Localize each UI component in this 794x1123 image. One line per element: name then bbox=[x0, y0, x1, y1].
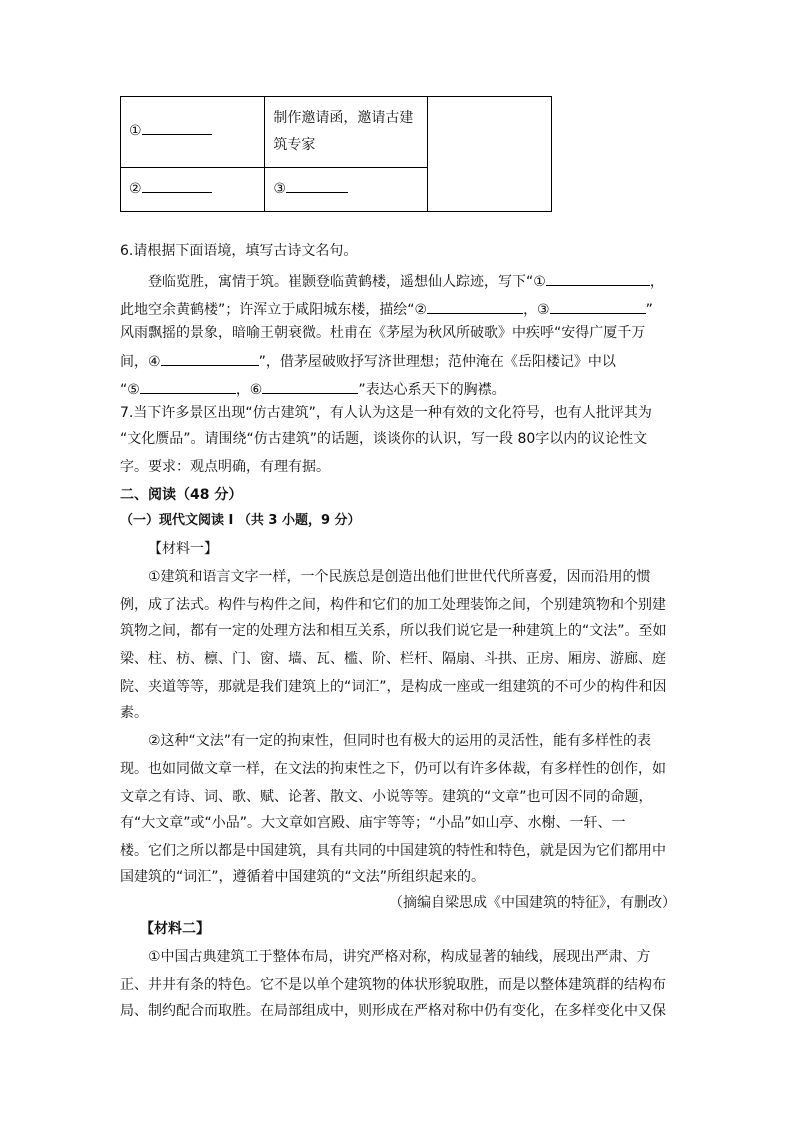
text: ， bbox=[649, 274, 664, 290]
table-cell bbox=[121, 97, 265, 168]
text: ”表达心系天下的胸襟。 bbox=[358, 382, 506, 398]
text: ，⑥ bbox=[235, 382, 263, 398]
paragraph-line: 例，成了法式。构件与构件之间，构件和它们的加工处理装饰之间，个别建筑物和个别建 bbox=[120, 597, 666, 613]
blank-label: ① bbox=[129, 123, 142, 140]
text: ” bbox=[645, 302, 653, 318]
paragraph-line: 国建筑的“词汇”，遵循着中国建筑的“文法”所组织起来的。 bbox=[120, 869, 486, 885]
text: ，③ bbox=[523, 302, 550, 318]
text: ”，借茅屋破败抒写济世理想；范仲淹在《岳阳楼记》中以 bbox=[258, 354, 616, 370]
paragraph-line: 局、制约配合而取胜。在局部组成中，则形成在严格对称中仍有变化，在多样变化中又保 bbox=[120, 1003, 666, 1019]
paragraph-line: 楼。它们之所以都是中国建筑，具有共同的中国建筑的特性和特色，就是因为它们都用中 bbox=[120, 843, 666, 859]
question-6-line bbox=[120, 298, 680, 319]
fill-blank[interactable] bbox=[427, 298, 523, 314]
fill-blank[interactable] bbox=[546, 270, 650, 286]
paragraph-line: 有“大文章”或“小品”。大文章如宫殿、庙宇等等；“小品”如山亭、水榭、一轩、一 bbox=[120, 815, 626, 831]
question-6-line: 风雨飘摇的景象，暗喻王朝衰微。杜甫在《茅屋为秋风所破歌》中疾呼“安得广厦千万 bbox=[120, 325, 646, 341]
paragraph-line: 文章之有诗、词、歌、赋、论著、散文、小说等等。建筑的“文章”也可因不同的命题， bbox=[120, 789, 653, 805]
fill-blank[interactable] bbox=[262, 378, 358, 394]
paragraph-line: 院、夹道等等，那就是我们建筑上的“词汇”，是构成一座或一组建筑的不可少的构件和因 bbox=[120, 679, 667, 695]
question-6-line bbox=[120, 378, 680, 399]
table-cell bbox=[265, 167, 427, 211]
table-cell bbox=[121, 167, 265, 211]
paragraph-line: 现。也如同做文章一样，在文法的拘束性之下，仍可以有许多体裁，有多样性的创作，如 bbox=[120, 761, 666, 777]
question-6-line bbox=[120, 350, 680, 371]
activity-table bbox=[120, 96, 552, 212]
text: 间，④ bbox=[120, 354, 161, 370]
blank-label: ② bbox=[129, 180, 142, 197]
question-7-line: “文化赝品”。请围绕“仿古建筑”的话题，谈谈你的认识，写一段 80字以内的议论性文 bbox=[120, 431, 648, 447]
fill-blank[interactable] bbox=[142, 119, 212, 135]
material-label: 【材料二】 bbox=[140, 921, 210, 937]
paragraph-line: 素。 bbox=[120, 705, 148, 721]
fill-blank[interactable] bbox=[140, 378, 236, 394]
section-subtitle: （一）现代文阅读 I （共 3 小题，9 分） bbox=[120, 513, 361, 528]
table-cell: 制作邀请函，邀请古建筑专家 bbox=[265, 97, 427, 168]
question-6-line bbox=[148, 270, 708, 291]
fill-blank[interactable] bbox=[286, 177, 348, 193]
paragraph-line: ①建筑和语言文字一样，一个民族总是创造出他们世世代代所喜爱，因而沿用的惯 bbox=[148, 569, 651, 585]
section-title: 二、阅读（48 分） bbox=[120, 487, 243, 503]
text: 登临览胜，寓情于筑。崔颢登临黄鹤楼，遥想仙人踪迹，写下“① bbox=[148, 274, 546, 290]
fill-blank[interactable] bbox=[161, 350, 259, 366]
question-6-title: 6.请根据下面语境，填写古诗文名句。 bbox=[120, 243, 358, 259]
paragraph-line: ①中国古典建筑工于整体布局，讲究严格对称，构成显著的轴线，展现出严肃、方 bbox=[148, 949, 651, 965]
text: “⑤ bbox=[120, 382, 140, 398]
text: 此地空余黄鹤楼”；许浑立于咸阳城东楼，描绘“② bbox=[120, 302, 428, 318]
material-label: 【材料一】 bbox=[148, 541, 218, 557]
source-citation: （摘编自梁思成《中国建筑的特征》，有删改） bbox=[389, 895, 676, 911]
fill-blank[interactable] bbox=[142, 177, 212, 193]
paragraph-line: 梁、柱、枋、檩、门、窗、墙、瓦、槛、阶、栏杆、隔扇、斗拱、正房、厢房、游廊、庭 bbox=[120, 651, 666, 667]
blank-label: ③ bbox=[273, 180, 286, 197]
paragraph-line: ②这种“文法”有一定的拘束性，但同时也有极大的运用的灵活性，能有多样性的表 bbox=[148, 733, 652, 749]
table-cell bbox=[427, 97, 551, 212]
fill-blank[interactable] bbox=[550, 298, 646, 314]
question-7-line: 字。要求：观点明确，有理有据。 bbox=[120, 459, 330, 475]
paragraph-line: 筑物之间，都有一定的处理方法和相互关系，所以我们说它是一种建筑上的“文法”。至如 bbox=[120, 623, 667, 639]
question-7-line: 7.当下许多景区出现“仿古建筑”，有人认为这是一种有效的文化符号，也有人批评其为 bbox=[120, 405, 652, 421]
paragraph-line: 正、井井有条的特色。它不是以单个建筑物的体状形貌取胜，而是以整体建筑群的结构布 bbox=[120, 977, 666, 993]
